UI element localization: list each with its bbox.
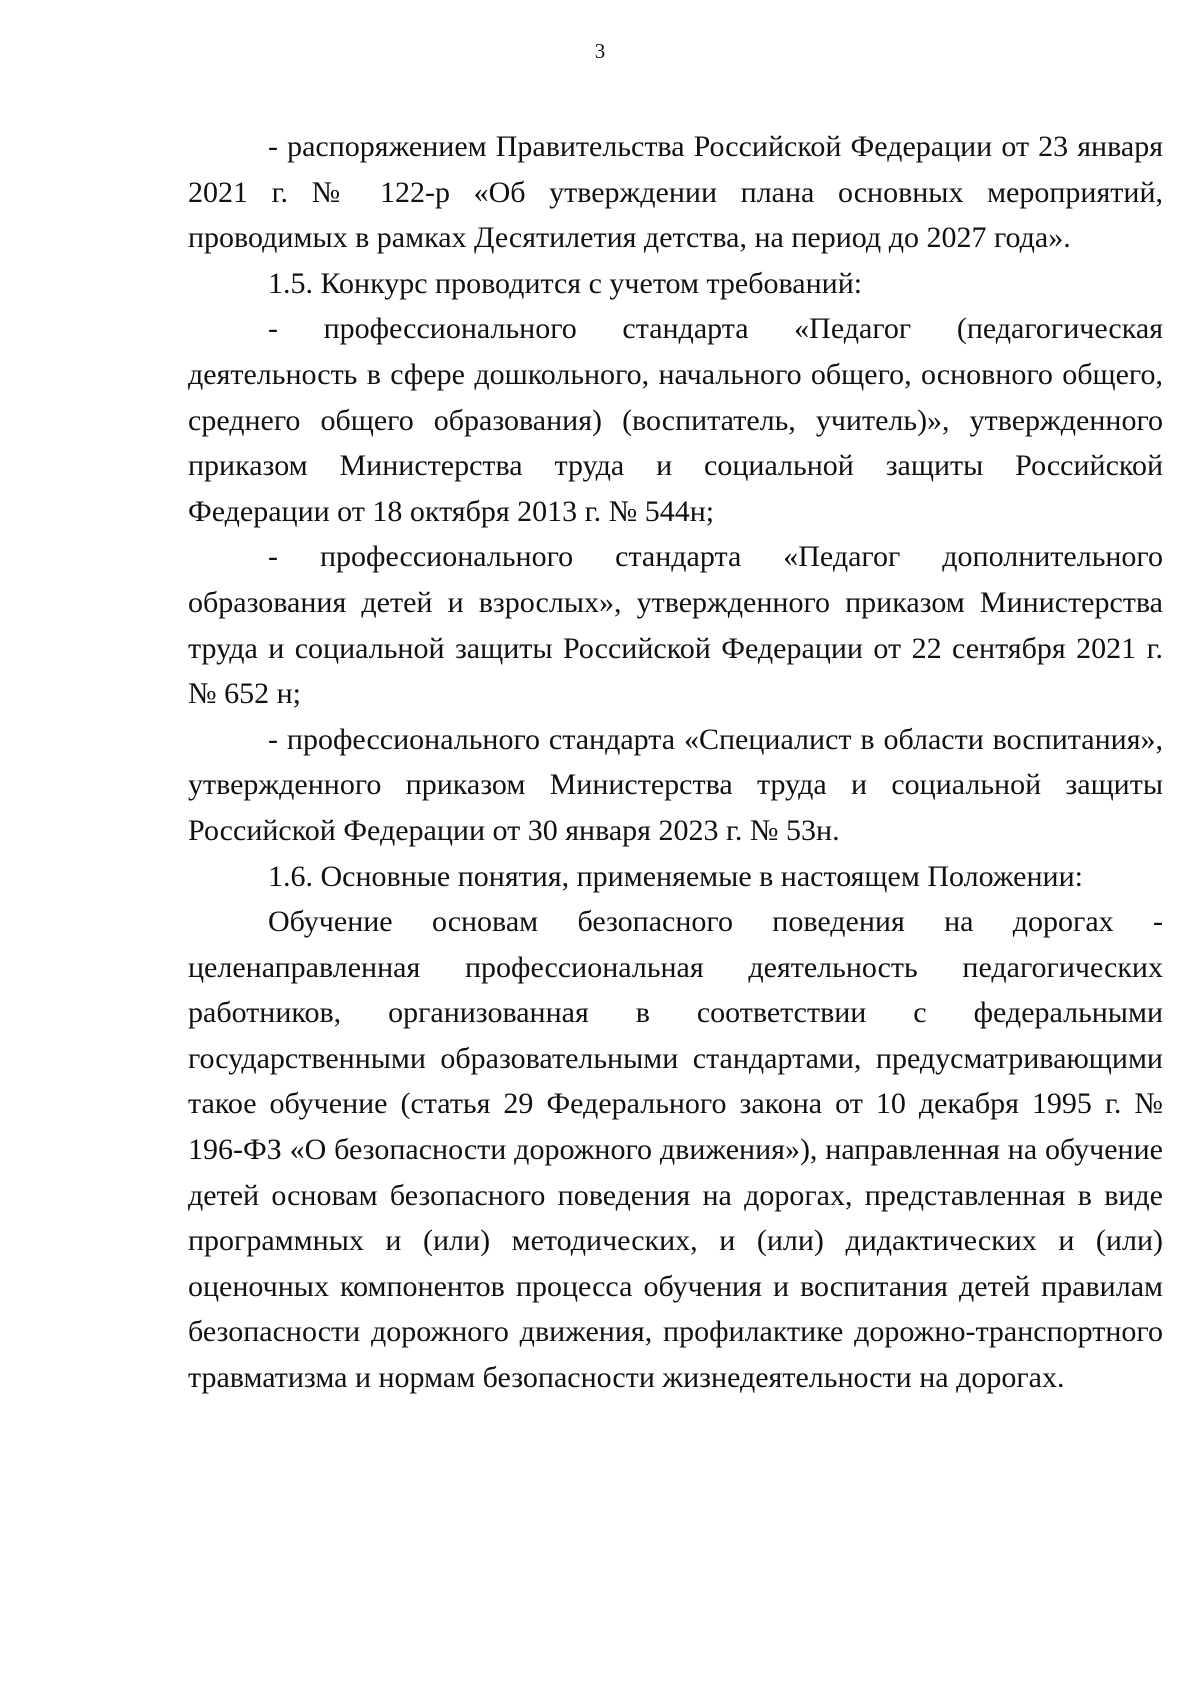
paragraph-standard-additional-education: - профессионального стандарта «Педагог дополнительного образования детей и взрослых», утвержденного приказом Министерства труда и социальной защиты Российской Федерации от 22 сентября 2021 г. № 652 н; [188, 540, 1163, 711]
paragraph-definition-road-safety-training: Обучение основам безопасного поведения на дорогах - целенаправленная профессиональная деятельность педагогических работников, организованная в соответствии с федеральными государственными образовательными стандартами, предусматривающими такое обучение (статья 29 Федерального закона от 10 декабря 1995 г. № 196-ФЗ «О безопасности дорожного движения»), направленная на обучение детей основам безопасного поведения на дорогах, представленная в виде программных и (или) методических, и (или) дидактических и (или) оценочных компонентов процесса обучения и воспитания детей правилам безопасности дорожного движения, профилактике дорожно-транспортного травматизма и нормам безопасности жизнедеятельности на дорогах. [188, 905, 1163, 1395]
paragraph-government-order: - распоряжением Правительства Российской Федерации от 23 января 2021 г. № 122-р «Об утверждении плана основных мероприятий, проводимых в рамках Десятилетия детства, на период до 2027 года». [188, 130, 1163, 255]
paragraph-standard-teacher: - профессионального стандарта «Педагог (педагогическая деятельность в сфере дошкольного, начального общего, основного общего, среднего общего образования) (воспитатель, учитель)», утвержденного приказом Министерства труда и социальной защиты Российской Федерации от 18 октября 2013 г. № 544н; [188, 312, 1163, 528]
paragraph-standard-upbringing-specialist: - профессионального стандарта «Специалист в области воспитания», утвержденного приказом Министерства труда и социальной защиты Российской Федерации от 30 января 2023 г. № 53н. [188, 722, 1163, 847]
document-body [188, 124, 1163, 1401]
page-number: 3 [594, 39, 606, 63]
paragraph-section-1-5: 1.5. Конкурс проводится с учетом требований: [268, 266, 863, 300]
paragraph-section-1-6: 1.6. Основные понятия, применяемые в настоящем Положении: [268, 859, 1083, 893]
